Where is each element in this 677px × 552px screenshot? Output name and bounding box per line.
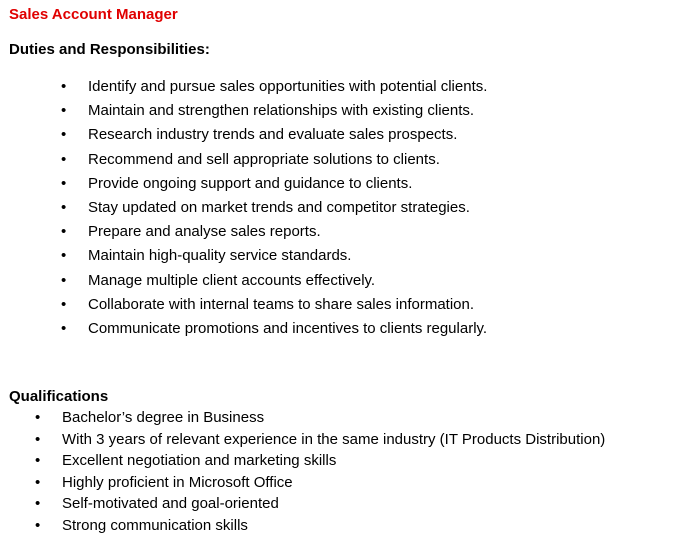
bullet-icon: • (35, 495, 41, 513)
bullet-icon: • (61, 198, 67, 216)
document-title: Sales Account Manager (9, 6, 178, 23)
bullet-icon: • (61, 150, 67, 168)
bullet-icon: • (61, 78, 67, 95)
bullet-icon: • (61, 247, 67, 265)
bullet-icon: • (61, 174, 67, 192)
bullet-icon: • (35, 409, 41, 426)
bullet-icon: • (35, 473, 41, 491)
bullet-icon: • (61, 271, 67, 289)
bullet-icon: • (35, 430, 41, 448)
bullet-icon: • (35, 452, 41, 470)
bullet-icon: • (61, 223, 67, 241)
bullet-icon: • (61, 295, 67, 313)
bullet-icon: • (61, 102, 67, 120)
bullet-icon: • (35, 516, 41, 534)
bullet-icon: • (61, 319, 67, 337)
duties-heading: Duties and Responsibilities: (9, 41, 210, 58)
qualifications-heading: Qualifications (9, 388, 109, 405)
bullet-icon: • (61, 126, 67, 144)
